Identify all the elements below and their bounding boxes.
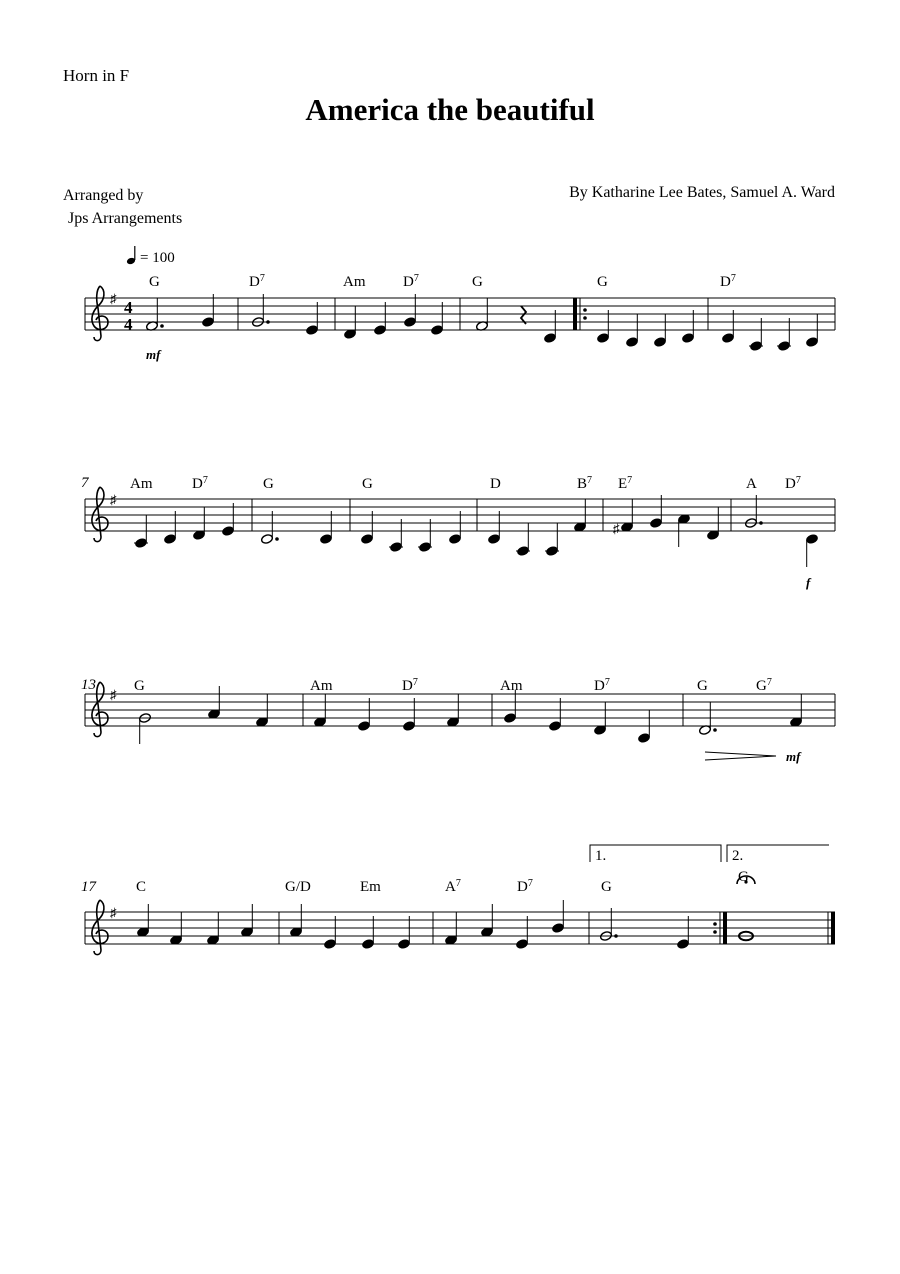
key-signature-sharp: ♯	[110, 291, 117, 306]
chord-symbol: $E^7$	[618, 475, 633, 492]
chord-symbols	[136, 869, 749, 895]
dynamic-marking: f	[806, 575, 811, 590]
chord-symbol: C	[136, 879, 147, 895]
chord-symbol: $D^7$	[720, 273, 736, 290]
chord-symbol: Em	[360, 879, 381, 895]
chord-symbol: Am	[343, 274, 366, 290]
notes	[137, 900, 753, 949]
measure-number: 7	[81, 475, 89, 491]
treble-clef-icon	[92, 286, 108, 341]
chord-symbol: G	[263, 476, 274, 492]
key-signature-sharp: ♯	[110, 687, 117, 702]
chord-symbol: Am	[500, 678, 523, 694]
volta-ending-1: 1.	[595, 848, 607, 864]
arranger-name: Jps Arrangements	[68, 210, 183, 227]
key-signature-sharp: ♯	[110, 905, 117, 920]
chord-symbol: $D^7$	[785, 475, 801, 492]
dynamic-marking: mf	[786, 749, 801, 764]
composer-credit: By Katharine Lee Bates, Samuel A. Ward	[569, 184, 835, 201]
chord-symbol: $D^7$	[249, 273, 265, 290]
volta-ending-2: 2.	[732, 848, 744, 864]
chord-symbol: Am	[130, 476, 153, 492]
quarter-rest-icon	[521, 306, 526, 324]
measure-number: 13	[81, 677, 96, 693]
chord-symbol: A	[746, 476, 757, 492]
chord-symbol: G	[149, 274, 160, 290]
arranged-by-label: Arranged by	[63, 187, 144, 204]
staff-system-2	[81, 475, 835, 590]
tempo-marking	[126, 246, 175, 266]
notes	[139, 686, 803, 744]
chord-symbol: D	[490, 476, 501, 492]
notes	[146, 294, 819, 351]
svg-text:4: 4	[124, 315, 133, 334]
chord-symbol: G/D	[285, 879, 311, 895]
chord-symbol: G	[134, 678, 145, 694]
chord-symbol: $D^7$	[402, 677, 418, 694]
chord-symbol: $D^7$	[594, 677, 610, 694]
measure-number: 17	[81, 879, 96, 895]
chord-symbol: Am	[310, 678, 333, 694]
chord-symbols	[130, 475, 801, 492]
chord-symbol: G	[601, 879, 612, 895]
staff-system-4	[81, 845, 835, 955]
chord-symbol: G	[738, 869, 749, 885]
tempo-value: = 100	[140, 250, 175, 266]
decrescendo-hairpin	[705, 752, 776, 760]
chord-symbols	[149, 273, 736, 290]
chord-symbol: G	[597, 274, 608, 290]
key-signature-sharp: ♯	[110, 492, 117, 507]
svg-text:4: 4	[124, 298, 133, 317]
chord-symbol: $A^7$	[445, 878, 461, 895]
chord-symbols	[134, 677, 772, 694]
chord-symbol: $D^7$	[517, 878, 533, 895]
svg-text:♯: ♯	[613, 521, 620, 536]
dynamic-marking: mf	[146, 347, 161, 362]
time-signature	[124, 298, 133, 334]
chord-symbol: G	[472, 274, 483, 290]
instrument-label: Horn in F	[63, 66, 130, 85]
chord-symbol: G	[697, 678, 708, 694]
chord-symbol: $B^7$	[577, 475, 593, 492]
staff-system-1	[85, 273, 835, 362]
final-barline	[831, 912, 835, 944]
chord-symbol: G	[362, 476, 373, 492]
piece-title: America the beautiful	[305, 92, 595, 127]
chord-symbol: $D^7$	[403, 273, 419, 290]
chord-symbol: $D^7$	[192, 475, 208, 492]
chord-symbol: $G^7$	[756, 677, 772, 694]
treble-clef-icon	[92, 487, 108, 542]
volta-brackets	[590, 845, 829, 862]
staff-system-3	[81, 677, 835, 764]
treble-clef-icon	[92, 900, 108, 955]
